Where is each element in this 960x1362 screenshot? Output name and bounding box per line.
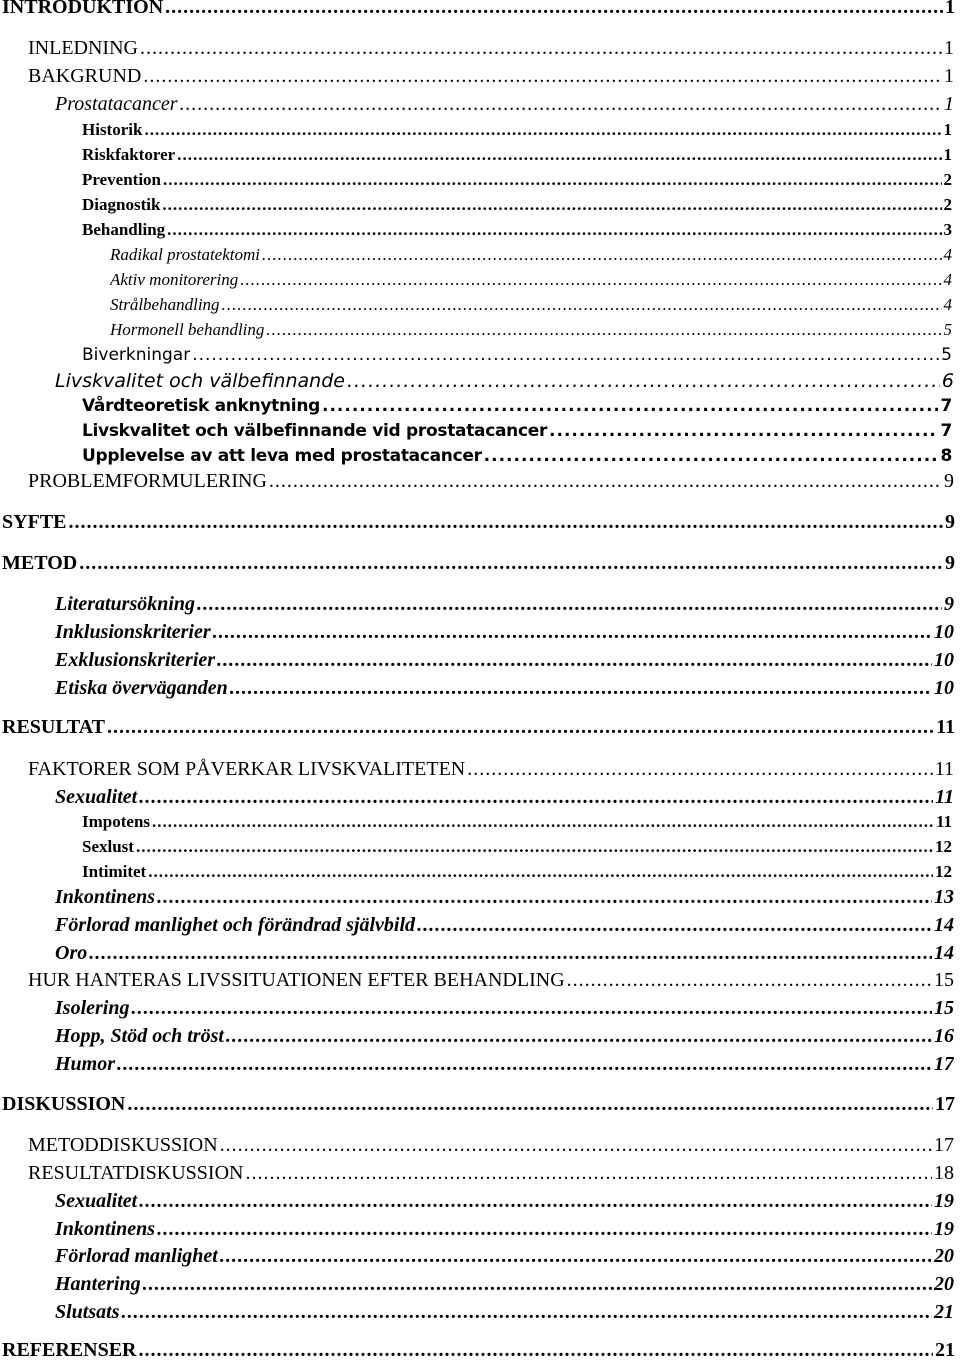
toc-entry-label: Impotens — [82, 812, 151, 831]
toc-entry-label: Humor — [55, 1053, 116, 1075]
toc-leader-dots — [121, 1301, 932, 1324]
toc-entry-inledning[interactable] — [28, 37, 954, 60]
toc-page-number: 5 — [941, 345, 952, 365]
toc-leader-dots — [139, 786, 933, 809]
toc-entry-label: Historik — [82, 120, 143, 139]
toc-leader-dots — [127, 1093, 933, 1116]
toc-leader-dots — [157, 1218, 932, 1241]
toc-page-number: 10 — [934, 649, 954, 671]
toc-entry-radikal-prostatektomi[interactable] — [110, 245, 952, 265]
toc-entry-literatursokning[interactable] — [55, 593, 954, 616]
toc-entry-riskfaktorer[interactable] — [82, 145, 952, 165]
toc-entry-upplevelse-av-att-leva[interactable] — [82, 446, 952, 466]
toc-page-number: 12 — [935, 862, 952, 881]
toc-page-number: 17 — [934, 1134, 954, 1156]
toc-entry-sexualitet[interactable] — [55, 786, 954, 809]
toc-leader-dots — [163, 170, 941, 190]
toc-entry-prevention[interactable] — [82, 170, 952, 190]
toc-entry-bakgrund[interactable] — [28, 65, 954, 88]
toc-page-number: 2 — [943, 170, 952, 189]
toc-leader-dots — [152, 812, 934, 832]
toc-entry-label: Intimitet — [82, 862, 147, 881]
toc-entry-livskvalitet-vid-prostatacancer[interactable] — [82, 421, 952, 441]
toc-entry-metoddiskussion[interactable] — [28, 1134, 954, 1157]
toc-page-number: 16 — [934, 1025, 954, 1047]
toc-entry-label: REFERENSER — [2, 1339, 137, 1361]
toc-entry-referenser[interactable] — [2, 1339, 955, 1362]
toc-leader-dots — [139, 1190, 932, 1213]
toc-leader-dots — [549, 421, 938, 441]
toc-entry-label: Prevention — [82, 170, 162, 189]
toc-page-number: 9 — [944, 470, 954, 492]
toc-entry-diagnostik[interactable] — [82, 195, 952, 215]
toc-page-number: 18 — [934, 1162, 954, 1184]
toc-leader-dots — [262, 245, 942, 265]
toc-entry-impotens[interactable] — [82, 812, 952, 832]
toc-entry-forlorad-manlighet-sjalvbild[interactable] — [55, 914, 954, 937]
toc-entry-problemformulering[interactable] — [28, 470, 954, 493]
toc-page-number: 15 — [934, 997, 954, 1019]
toc-entry-label: Livskvalitet och välbefinnande — [55, 370, 345, 392]
toc-entry-inklusionskriterier[interactable] — [55, 621, 954, 644]
toc-page-number: 7 — [940, 396, 952, 416]
toc-page-number: 12 — [935, 837, 952, 856]
toc-leader-dots — [240, 270, 941, 290]
toc-leader-dots — [192, 345, 939, 365]
toc-leader-dots — [143, 1273, 932, 1296]
toc-leader-dots — [217, 649, 932, 672]
toc-page-number: 9 — [945, 552, 955, 574]
toc-leader-dots — [180, 93, 942, 116]
toc-page-number: 1 — [944, 65, 954, 87]
toc-entry-faktorer-som-paverkar[interactable] — [28, 758, 954, 781]
toc-entry-label: Inkontinens — [55, 1218, 156, 1240]
toc-page-number: 14 — [934, 914, 954, 936]
toc-entry-diskussion[interactable] — [2, 1093, 955, 1116]
toc-entry-label: INLEDNING — [28, 37, 138, 59]
toc-entry-label: Etiska överväganden — [55, 677, 228, 699]
toc-entry-label: Biverkningar — [82, 345, 191, 365]
toc-entry-slutsats[interactable] — [55, 1301, 954, 1324]
toc-page-number: 4 — [943, 270, 952, 289]
toc-leader-dots — [226, 1025, 932, 1048]
toc-entry-sexlust[interactable] — [82, 837, 952, 857]
toc-entry-label: Riskfaktorer — [82, 145, 176, 164]
toc-leader-dots — [107, 716, 934, 739]
toc-leader-dots — [167, 220, 941, 240]
toc-leader-dots — [417, 914, 932, 937]
toc-leader-dots — [484, 446, 939, 466]
toc-entry-aktiv-monitorering[interactable] — [110, 270, 952, 290]
toc-page-number: 20 — [934, 1245, 954, 1267]
toc-entry-label: INTRODUKTION — [2, 0, 164, 18]
toc-leader-dots — [148, 862, 933, 882]
toc-entry-label: Hopp, Stöd och tröst — [55, 1025, 224, 1047]
toc-page-number: 1 — [943, 120, 952, 139]
toc-page-number: 11 — [934, 758, 954, 780]
toc-page-number: 19 — [934, 1218, 954, 1240]
toc-page-number: 15 — [934, 969, 954, 991]
toc-leader-dots — [138, 1339, 933, 1362]
toc-leader-dots — [162, 195, 941, 215]
toc-page-number: 9 — [945, 511, 955, 533]
toc-entry-label: Exklusionskriterier — [55, 649, 216, 671]
toc-entry-label: Upplevelse av att leva med prostatacancer — [82, 446, 482, 466]
toc-page-number: 11 — [936, 716, 955, 738]
toc-entry-label: Sexualitet — [55, 1190, 138, 1212]
toc-page-number: 13 — [934, 886, 954, 908]
toc-page-number: 20 — [934, 1273, 954, 1295]
toc-entry-label: FAKTORER SOM PÅVERKAR LIVSKVALITETEN — [28, 758, 466, 780]
toc-leader-dots — [347, 370, 940, 392]
toc-entry-label: SYFTE — [2, 511, 67, 533]
toc-leader-dots — [79, 552, 943, 575]
toc-entry-hur-hanteras[interactable] — [28, 969, 954, 992]
toc-entry-biverkningar[interactable] — [82, 345, 952, 365]
toc-page-number: 9 — [944, 593, 954, 615]
toc-leader-dots — [322, 396, 938, 416]
toc-leader-dots — [165, 0, 943, 19]
toc-leader-dots — [143, 65, 942, 88]
toc-entry-label: Vårdteoretisk anknytning — [82, 396, 320, 416]
toc-entry-label: Oro — [55, 942, 88, 964]
toc-page-number: 2 — [943, 195, 952, 214]
toc-page-number: 4 — [943, 295, 952, 314]
toc-entry-label: METOD — [2, 552, 78, 574]
toc-entry-historik[interactable] — [82, 120, 952, 140]
toc-leader-dots — [269, 470, 942, 493]
toc-entry-humor[interactable] — [55, 1053, 954, 1076]
toc-entry-label: Aktiv monitorering — [110, 270, 239, 289]
toc-entry-oro[interactable] — [55, 942, 954, 965]
toc-entry-exklusionskriterier[interactable] — [55, 649, 954, 672]
toc-entry-label: Förlorad manlighet — [55, 1245, 218, 1267]
toc-entry-inkontinens[interactable] — [55, 886, 954, 909]
toc-page-number: 5 — [943, 320, 952, 339]
toc-page-number: 11 — [935, 812, 952, 831]
toc-page-number: 4 — [943, 245, 952, 264]
toc-entry-label: Hormonell behandling — [110, 320, 265, 339]
toc-entry-label: Diagnostik — [82, 195, 161, 214]
toc-leader-dots — [467, 758, 932, 781]
toc-entry-label: DISKUSSION — [2, 1093, 126, 1115]
toc-leader-dots — [567, 969, 932, 992]
toc-leader-dots — [140, 37, 942, 60]
toc-entry-hopp-stod-trost[interactable] — [55, 1025, 954, 1048]
toc-entry-diskussion-inkontinens[interactable] — [55, 1218, 954, 1241]
toc-page-number: 1 — [944, 37, 954, 59]
toc-entry-label: Inkontinens — [55, 886, 156, 908]
toc-entry-label: RESULTATDISKUSSION — [28, 1162, 244, 1184]
toc-entry-label: Isolering — [55, 997, 130, 1019]
toc-entry-label: Livskvalitet och välbefinnande vid prostatacancer — [82, 421, 548, 441]
toc-entry-syfte[interactable] — [2, 511, 955, 534]
toc-entry-label: BAKGRUND — [28, 65, 142, 87]
toc-entry-label: Hantering — [55, 1273, 141, 1295]
toc-leader-dots — [157, 886, 932, 909]
toc-entry-label: HUR HANTERAS LIVSSITUATIONEN EFTER BEHANDLING — [28, 969, 565, 991]
toc-entry-hantering[interactable] — [55, 1273, 954, 1296]
toc-page-number: 19 — [934, 1190, 954, 1212]
toc-page-number: 1 — [944, 93, 954, 115]
toc-entry-diskussion-sexualitet[interactable] — [55, 1190, 954, 1213]
toc-entry-prostatacancer[interactable] — [55, 93, 954, 116]
toc-leader-dots — [136, 837, 933, 857]
toc-entry-vardteoretisk-anknytning[interactable] — [82, 396, 952, 416]
toc-leader-dots — [89, 942, 932, 965]
toc-entry-intimitet[interactable] — [82, 862, 952, 882]
toc-entry-label: Förlorad manlighet och förändrad självbild — [55, 914, 416, 936]
toc-entry-label: Radikal prostatektomi — [110, 245, 260, 264]
toc-page-number: 6 — [941, 370, 954, 392]
toc-entry-label: RESULTAT — [2, 716, 106, 738]
toc-page-number: 3 — [943, 220, 952, 239]
toc-entry-label: Strålbehandling — [110, 295, 220, 314]
toc-page-number: 21 — [935, 1339, 955, 1361]
toc-entry-resultat[interactable] — [2, 716, 955, 739]
toc-entry-behandling[interactable] — [82, 220, 952, 240]
toc-entry-stralbehandling[interactable] — [110, 295, 952, 315]
toc-page-number: 17 — [934, 1053, 954, 1075]
toc-page-number: 17 — [935, 1093, 955, 1115]
toc-entry-introduktion[interactable] — [2, 0, 955, 19]
toc-leader-dots — [144, 120, 941, 140]
toc-leader-dots — [266, 320, 941, 340]
toc-entry-etiska-overvaganden[interactable] — [55, 677, 954, 700]
toc-page-number: 1 — [943, 145, 952, 164]
toc-entry-label: Inklusionskriterier — [55, 621, 211, 643]
toc-entry-diskussion-forlorad-manlighet[interactable] — [55, 1245, 954, 1268]
toc-page-number: 8 — [940, 446, 952, 466]
toc-leader-dots — [68, 511, 943, 534]
toc-leader-dots — [222, 295, 942, 315]
toc-entry-label: Prostatacancer — [55, 93, 178, 115]
toc-entry-label: METODDISKUSSION — [28, 1134, 218, 1156]
toc-leader-dots — [213, 621, 932, 644]
toc-entry-label: Literatursökning — [55, 593, 196, 615]
toc-leader-dots — [177, 145, 941, 165]
toc-entry-hormonell-behandling[interactable] — [110, 320, 952, 340]
toc-page-number: 21 — [934, 1301, 954, 1323]
toc-entry-label: Slutsats — [55, 1301, 120, 1323]
toc-leader-dots — [117, 1053, 932, 1076]
toc-page-number: 10 — [934, 677, 954, 699]
toc-entry-resultatdiskussion[interactable] — [28, 1162, 954, 1185]
toc-entry-label: Sexlust — [82, 837, 134, 856]
toc-page-number: 7 — [940, 421, 952, 441]
toc-leader-dots — [220, 1245, 932, 1268]
toc-leader-dots — [220, 1134, 932, 1157]
toc-entry-label: PROBLEMFORMULERING — [28, 470, 267, 492]
toc-entry-isolering[interactable] — [55, 997, 954, 1020]
toc-leader-dots — [245, 1162, 932, 1185]
toc-page-number: 10 — [934, 621, 954, 643]
toc-page-number: 14 — [934, 942, 954, 964]
toc-page-number: 1 — [945, 0, 955, 18]
toc-entry-label: Sexualitet — [55, 786, 138, 808]
toc-entry-livskvalitet-och-valbefinnande[interactable] — [55, 370, 954, 392]
toc-entry-metod[interactable] — [2, 552, 955, 575]
toc-leader-dots — [131, 997, 932, 1020]
toc-entry-label: Behandling — [82, 220, 166, 239]
toc-leader-dots — [197, 593, 942, 616]
toc-leader-dots — [230, 677, 932, 700]
toc-page-number: 11 — [935, 786, 954, 808]
